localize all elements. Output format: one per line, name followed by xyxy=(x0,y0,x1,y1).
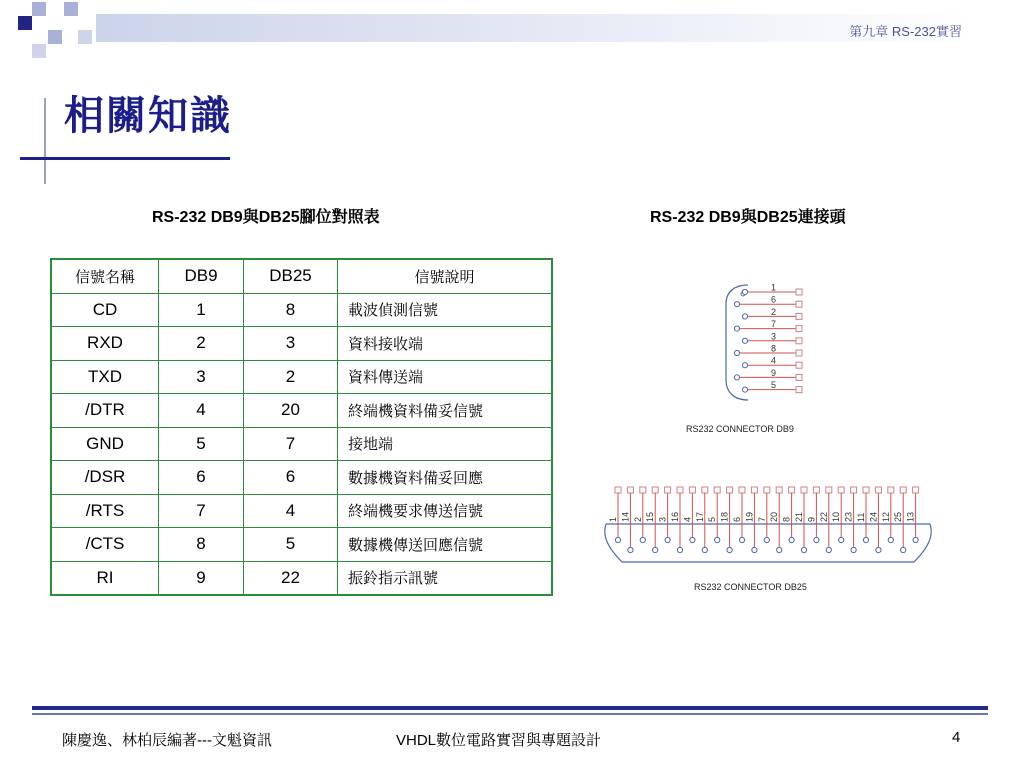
signal-name: RI xyxy=(51,561,159,595)
signal-name: RXD xyxy=(51,327,159,361)
connector-caption: RS-232 DB9與DB25連接頭 xyxy=(650,209,846,226)
header-cell: 信號說明 xyxy=(338,259,553,293)
footer-author: 陳慶逸、林柏辰編著---文魁資訊 xyxy=(62,732,272,749)
db9-pin-hole xyxy=(734,302,739,307)
db25-pin-hole xyxy=(665,537,670,542)
footer-book-title: VHDL數位電路實習與專題設計 xyxy=(396,732,602,749)
db25-pin-hole xyxy=(727,547,732,552)
title-vertical-rule xyxy=(44,98,46,184)
db25-pin-hole xyxy=(653,547,658,552)
signal-description: 數據機傳送回應信號 xyxy=(338,528,553,562)
table-row xyxy=(51,394,552,428)
db25-pin-number: 19 xyxy=(744,511,755,522)
table-row xyxy=(51,293,552,327)
db25-pin-terminal xyxy=(900,487,906,493)
title-underline xyxy=(20,157,230,160)
db25-pin-number: 10 xyxy=(831,511,842,522)
db9-pin-terminal xyxy=(796,374,802,380)
pin-table xyxy=(50,258,553,596)
signal-name: /RTS xyxy=(51,494,159,528)
decor-square xyxy=(32,44,46,58)
db25-pin-terminal xyxy=(615,487,621,493)
db25-pin-hole xyxy=(888,537,893,542)
db9-pin-terminal xyxy=(796,362,802,368)
signal-description: 終端機資料備妥信號 xyxy=(338,394,553,428)
db9-pin-number: 9 xyxy=(771,367,777,378)
db25-pin-terminal xyxy=(913,487,919,493)
db9-pin-number: 6 xyxy=(771,294,777,305)
db25-pin-hole xyxy=(739,537,744,542)
db25-pin-hole xyxy=(702,547,707,552)
db25-pin-hole xyxy=(690,537,695,542)
db9-pin: 2 xyxy=(159,327,244,361)
db9-pin-number: 8 xyxy=(771,343,777,354)
db25-pin-terminal xyxy=(826,487,832,493)
db25-pin-terminal xyxy=(652,487,658,493)
header-cell: DB9 xyxy=(159,259,244,293)
db25-pin-number: 15 xyxy=(645,511,656,522)
db25-pin-number: 7 xyxy=(756,516,767,522)
db25-pin-terminal xyxy=(714,487,720,493)
db25-pin-terminal xyxy=(702,487,708,493)
db9-pin-number: 1 xyxy=(771,282,777,293)
db25-pin-hole xyxy=(628,547,633,552)
db25-pin-terminal xyxy=(863,487,869,493)
db25-pin-terminal xyxy=(776,487,782,493)
db25-pin-terminal xyxy=(689,487,695,493)
db25-pin-number: 14 xyxy=(620,511,631,522)
db9-pin-hole xyxy=(742,289,747,294)
db25-pin-terminal xyxy=(801,487,807,493)
db25-pin: 3 xyxy=(244,327,338,361)
db25-pin-number: 25 xyxy=(893,511,904,522)
db25-pin-hole xyxy=(777,547,782,552)
db25-shell-outline xyxy=(605,524,931,562)
db25-pin-number: 4 xyxy=(682,516,693,522)
db25-pin-terminal xyxy=(627,487,633,493)
db25-pin-number: 9 xyxy=(806,516,817,522)
db25-pin: 8 xyxy=(244,293,338,327)
db9-pin-terminal xyxy=(796,326,802,332)
signal-name: GND xyxy=(51,427,159,461)
db25-pin-hole xyxy=(814,537,819,542)
signal-name: /DTR xyxy=(51,394,159,428)
db25-pin-number: 16 xyxy=(670,511,680,522)
db9-pin: 8 xyxy=(159,528,244,562)
db25-pin-hole xyxy=(863,537,868,542)
db9-pin-number: 7 xyxy=(771,319,777,330)
db25-pin: 7 xyxy=(244,427,338,461)
db25-pin: 5 xyxy=(244,528,338,562)
signal-description: 資料接收端 xyxy=(338,327,553,361)
db25-pin-terminal xyxy=(739,487,745,493)
db25-pin-number: 3 xyxy=(657,516,668,522)
db25-pin-terminal xyxy=(789,487,795,493)
table-row xyxy=(51,494,552,528)
signal-name: CD xyxy=(51,293,159,327)
db25-connector-diagram xyxy=(600,484,936,600)
db25-pin-number: 23 xyxy=(843,511,854,522)
db25-pin-number: 2 xyxy=(632,516,643,522)
db9-pin-number: 4 xyxy=(771,355,777,366)
db25-pin-number: 6 xyxy=(732,516,742,522)
db9-connector-diagram xyxy=(686,280,830,440)
db25-pin: 4 xyxy=(244,494,338,528)
decor-square xyxy=(64,2,78,16)
db25-pin-terminal xyxy=(640,487,646,493)
db9-pin-terminal xyxy=(796,350,802,356)
signal-description: 振鈴指示訊號 xyxy=(338,561,553,595)
db9-pin-terminal xyxy=(796,301,802,307)
decor-square xyxy=(48,30,62,44)
db25-pin-terminal xyxy=(838,487,844,493)
db9-pin-hole xyxy=(742,338,747,343)
table-row xyxy=(51,461,552,495)
db9-pin-hole xyxy=(742,363,747,368)
table-row xyxy=(51,327,552,361)
signal-description: 載波偵測信號 xyxy=(338,293,553,327)
table-row xyxy=(51,528,552,562)
db25-pin-terminal xyxy=(764,487,770,493)
signal-name: /DSR xyxy=(51,461,159,495)
db9-pin-number: 3 xyxy=(771,331,777,342)
db25-pin-hole xyxy=(851,547,856,552)
db25-pin-terminal xyxy=(888,487,894,493)
decor-square xyxy=(78,30,92,44)
page-title: 相關知識 xyxy=(64,92,232,139)
db9-pin-hole xyxy=(742,387,747,392)
db25-pin-number: 21 xyxy=(794,511,804,522)
db25-pin: 20 xyxy=(244,394,338,428)
db25-pin-number: 18 xyxy=(719,511,730,522)
db25-pin-hole xyxy=(640,537,645,542)
db9-pin-hole xyxy=(734,326,739,331)
footer-bar xyxy=(32,706,988,710)
db25-pin-number: 24 xyxy=(868,511,879,522)
db25-pin-number: 20 xyxy=(769,511,780,522)
db25-pin-terminal xyxy=(851,487,857,493)
table-caption: RS-232 DB9與DB25腳位對照表 xyxy=(152,209,380,226)
signal-name: TXD xyxy=(51,360,159,394)
table-row xyxy=(51,561,552,595)
db25-pin-hole xyxy=(715,537,720,542)
db25-pin-terminal xyxy=(813,487,819,493)
db9-label: RS232 CONNECTOR DB9 xyxy=(686,424,794,434)
db25-pin-hole xyxy=(901,547,906,552)
db25-pin-number: 8 xyxy=(781,516,792,522)
db25-pin-number: 1 xyxy=(608,516,618,522)
db25-pin-number: 17 xyxy=(694,511,705,522)
decor-square xyxy=(18,16,32,30)
footer-bar-thin xyxy=(32,713,988,715)
header-bar xyxy=(96,14,976,42)
chapter-label: 第九章 RS-232實習 xyxy=(849,24,962,39)
db25-pin-hole xyxy=(752,547,757,552)
header-cell: DB25 xyxy=(244,259,338,293)
db9-pin-terminal xyxy=(796,387,802,393)
db9-pin-number: 2 xyxy=(771,306,777,317)
db9-pin: 1 xyxy=(159,293,244,327)
db9-pin-hole xyxy=(742,314,747,319)
db25-pin-hole xyxy=(913,537,918,542)
db9-pin: 7 xyxy=(159,494,244,528)
page-number: 4 xyxy=(952,729,961,746)
db25-pin-terminal xyxy=(751,487,757,493)
db25-pin-terminal xyxy=(677,487,683,493)
table-header-row xyxy=(51,259,552,293)
db25-pin-number: 5 xyxy=(707,516,718,522)
db9-pin: 5 xyxy=(159,427,244,461)
db25-pin-hole xyxy=(764,537,769,542)
header-cell: 信號名稱 xyxy=(51,259,159,293)
signal-description: 資料傳送端 xyxy=(338,360,553,394)
db25-pin-number: 22 xyxy=(818,511,829,522)
db9-pin-terminal xyxy=(796,289,802,295)
db25-pin-number: 12 xyxy=(880,511,891,522)
db25-pin: 2 xyxy=(244,360,338,394)
decor-square xyxy=(32,2,46,16)
db9-pin: 4 xyxy=(159,394,244,428)
db25-pin-hole xyxy=(789,537,794,542)
db25-pin-hole xyxy=(615,537,620,542)
signal-description: 接地端 xyxy=(338,427,553,461)
db9-pin-hole xyxy=(734,375,739,380)
db9-pin-number: 5 xyxy=(771,380,777,391)
db25-label: RS232 CONNECTOR DB25 xyxy=(694,582,807,592)
signal-name: /CTS xyxy=(51,528,159,562)
db25-pin-number: 13 xyxy=(905,511,916,522)
db25-pin-hole xyxy=(839,537,844,542)
db9-pin: 6 xyxy=(159,461,244,495)
table-row xyxy=(51,360,552,394)
db25-pin-hole xyxy=(677,547,682,552)
db9-pin-hole xyxy=(734,350,739,355)
table-row xyxy=(51,427,552,461)
db25-pin-hole xyxy=(826,547,831,552)
db9-pin: 3 xyxy=(159,360,244,394)
db25-pin-hole xyxy=(876,547,881,552)
db9-pin: 9 xyxy=(159,561,244,595)
db9-pin-terminal xyxy=(796,338,802,344)
signal-description: 終端機要求傳送信號 xyxy=(338,494,553,528)
db25-pin: 22 xyxy=(244,561,338,595)
db25-pin-terminal xyxy=(875,487,881,493)
db25-pin-number: 11 xyxy=(856,512,866,522)
db25-pin: 6 xyxy=(244,461,338,495)
signal-description: 數據機資料備妥回應 xyxy=(338,461,553,495)
db25-pin-hole xyxy=(801,547,806,552)
db25-pin-terminal xyxy=(727,487,733,493)
db25-pin-terminal xyxy=(665,487,671,493)
db9-pin-terminal xyxy=(796,313,802,319)
